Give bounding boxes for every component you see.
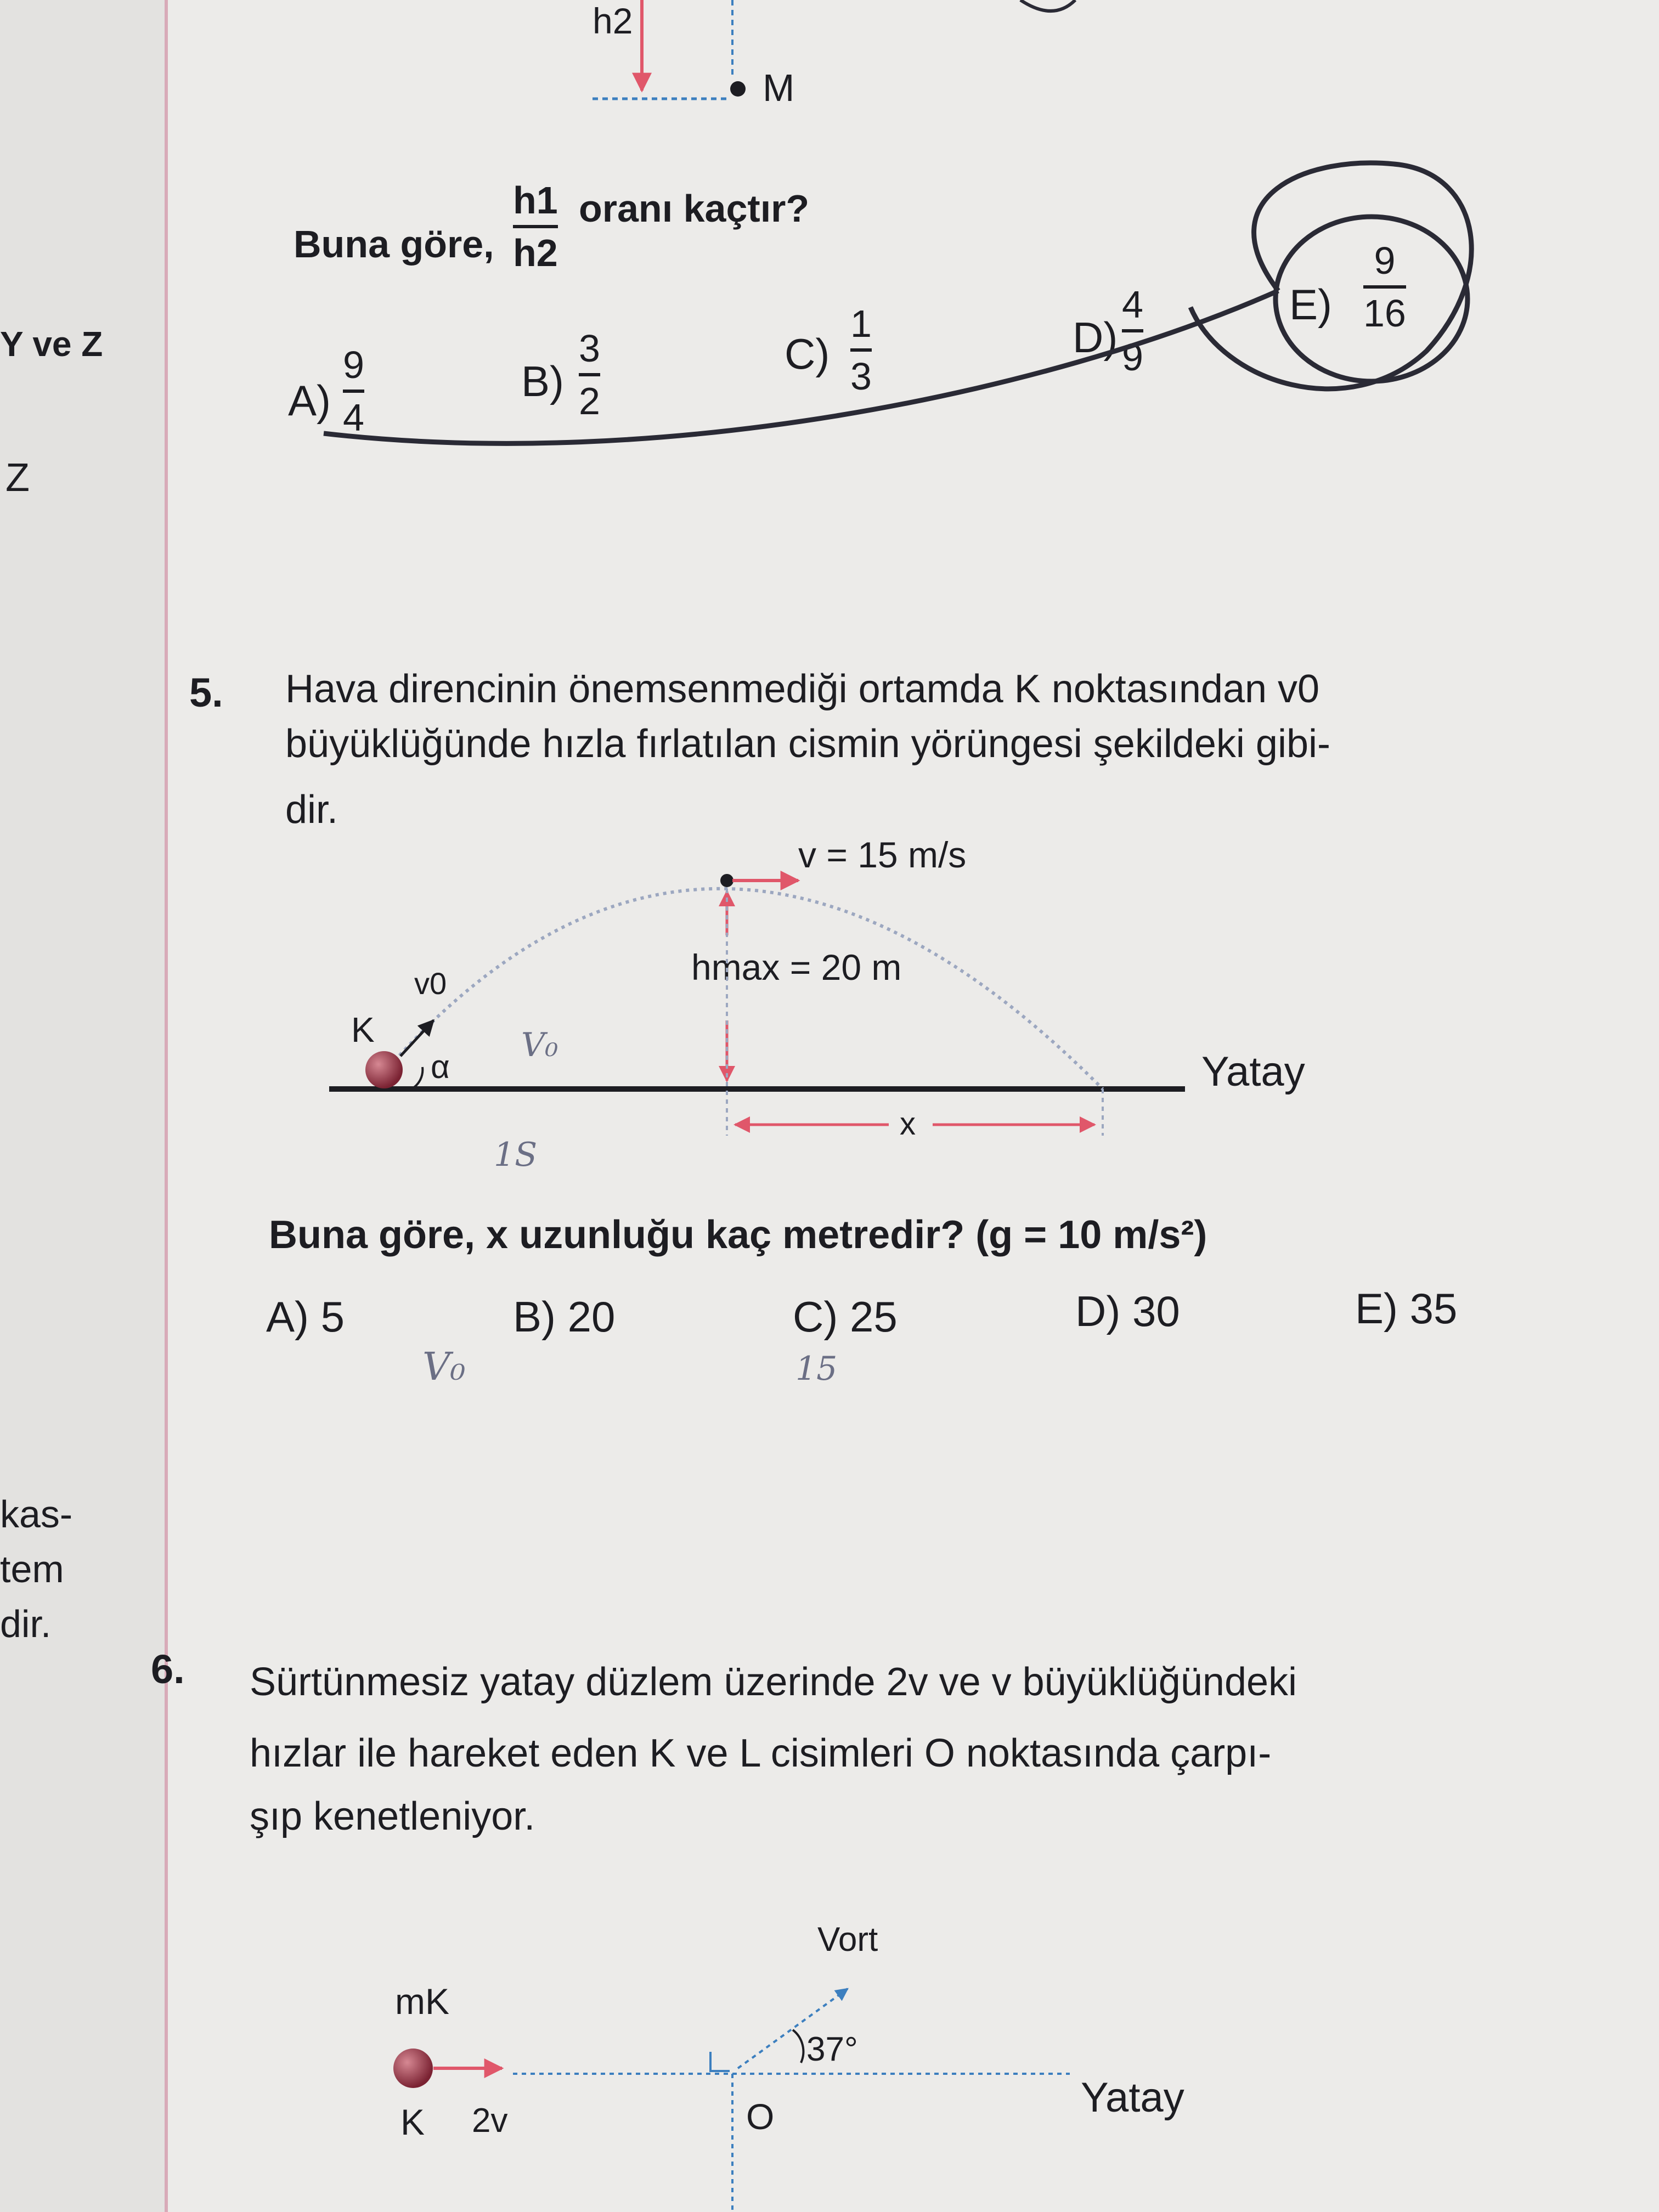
q5-text-line: Hava direncinin önemsenmediği ortamda K noktasından v0 xyxy=(285,667,1320,711)
trajectory-path xyxy=(384,889,1103,1089)
q6-text-line: hızlar ile hareket eden K ve L cisimleri O noktasında çarpı- xyxy=(250,1731,1272,1775)
option-denominator: 2 xyxy=(579,380,600,422)
q4-option-e-label: E) xyxy=(1289,280,1332,329)
vort-arrow xyxy=(738,1989,848,2068)
angle-37-label: 37° xyxy=(806,2030,858,2068)
ratio-numerator: h1 xyxy=(513,179,558,222)
q4-option-b-label: B) xyxy=(521,357,564,405)
margin-text: tem xyxy=(0,1548,64,1590)
option-numerator: 4 xyxy=(1122,283,1143,326)
q5-option-c: C) 25 xyxy=(793,1293,898,1341)
angle-arc xyxy=(793,2030,803,2063)
ball-k xyxy=(393,2049,433,2088)
vort-label: Vort xyxy=(817,1921,878,1959)
pen-underline xyxy=(324,291,1278,443)
point-k-label: K xyxy=(351,1010,375,1049)
q5-option-b: B) 20 xyxy=(513,1293,616,1341)
margin-text: dir. xyxy=(0,1602,52,1645)
option-numerator: 9 xyxy=(343,343,364,386)
pencil-note: 1S xyxy=(494,1136,538,1174)
q6-text-line: şıp kenetleniyor. xyxy=(250,1795,535,1838)
option-numerator: 3 xyxy=(579,327,600,370)
x-label: x xyxy=(900,1106,916,1142)
v0-arrow xyxy=(400,1020,433,1056)
q4-point-label: M xyxy=(763,66,795,109)
q6-number: 6. xyxy=(151,1646,185,1692)
pencil-note: V₀ xyxy=(521,1026,558,1064)
collision-figure xyxy=(393,1989,1070,2212)
horizontal-label: Yatay xyxy=(1201,1048,1305,1095)
option-numerator: 1 xyxy=(850,302,872,345)
ratio-denominator: h2 xyxy=(513,232,558,274)
pen-circle-answer xyxy=(1276,217,1468,381)
q5-option-a: A) 5 xyxy=(266,1293,345,1341)
velocity-label: v = 15 m/s xyxy=(798,834,967,875)
q4-figure-fragment xyxy=(592,0,1075,99)
q5-option-e: E) 35 xyxy=(1355,1284,1458,1333)
body-k-label: K xyxy=(400,2102,425,2142)
q5-number: 5. xyxy=(189,670,223,715)
q4-top-label: h2 xyxy=(592,1,633,41)
angle-alpha-label: α xyxy=(431,1048,450,1085)
q6-text-line: Sürtünmesiz yatay düzlem üzerinde 2v ve v büyüklüğündeki xyxy=(250,1660,1297,1704)
mass-k-label: mK xyxy=(395,1981,449,2022)
point-o-label: O xyxy=(746,2096,775,2137)
horizontal-label-2: Yatay xyxy=(1081,2074,1184,2121)
speed-2v-label: 2v xyxy=(472,2102,508,2140)
q5-option-d: D) 30 xyxy=(1075,1287,1180,1335)
q5-question: Buna göre, x uzunluğu kaç metredir? (g = 10 m/s²) xyxy=(269,1213,1207,1257)
margin-text: Z xyxy=(5,456,30,500)
margin-text: Y ve Z xyxy=(0,324,103,364)
q5-text-line: büyüklüğünde hızla fırlatılan cismin yörüngesi şekildeki gibi- xyxy=(285,722,1330,766)
hmax-label: hmax = 20 m xyxy=(691,947,902,988)
q4-option-d-label: D) xyxy=(1073,313,1118,362)
pencil-note: 15 xyxy=(795,1350,838,1388)
v0-label: v0 xyxy=(414,966,447,1001)
q4-prompt-right: oranı kaçtır? xyxy=(579,187,810,230)
q4-option-a-label: A) xyxy=(288,376,331,425)
option-denominator: 3 xyxy=(850,355,872,398)
right-angle-mark xyxy=(710,2052,730,2071)
angle-arc xyxy=(411,1067,422,1089)
q5-text-line: dir. xyxy=(285,788,338,832)
ball-k xyxy=(365,1051,403,1088)
option-denominator: 16 xyxy=(1363,292,1406,335)
pen-loop xyxy=(1190,163,1471,389)
option-denominator: 9 xyxy=(1122,336,1143,379)
option-denominator: 4 xyxy=(343,396,364,439)
q4-prompt-left: Buna göre, xyxy=(294,223,494,266)
option-numerator: 9 xyxy=(1374,239,1396,282)
projectile-figure xyxy=(329,874,1185,1136)
q4-option-c-label: C) xyxy=(785,330,830,378)
margin-text: kas- xyxy=(0,1493,73,1536)
apex-point xyxy=(720,874,733,887)
pencil-note: V₀ xyxy=(422,1344,466,1389)
